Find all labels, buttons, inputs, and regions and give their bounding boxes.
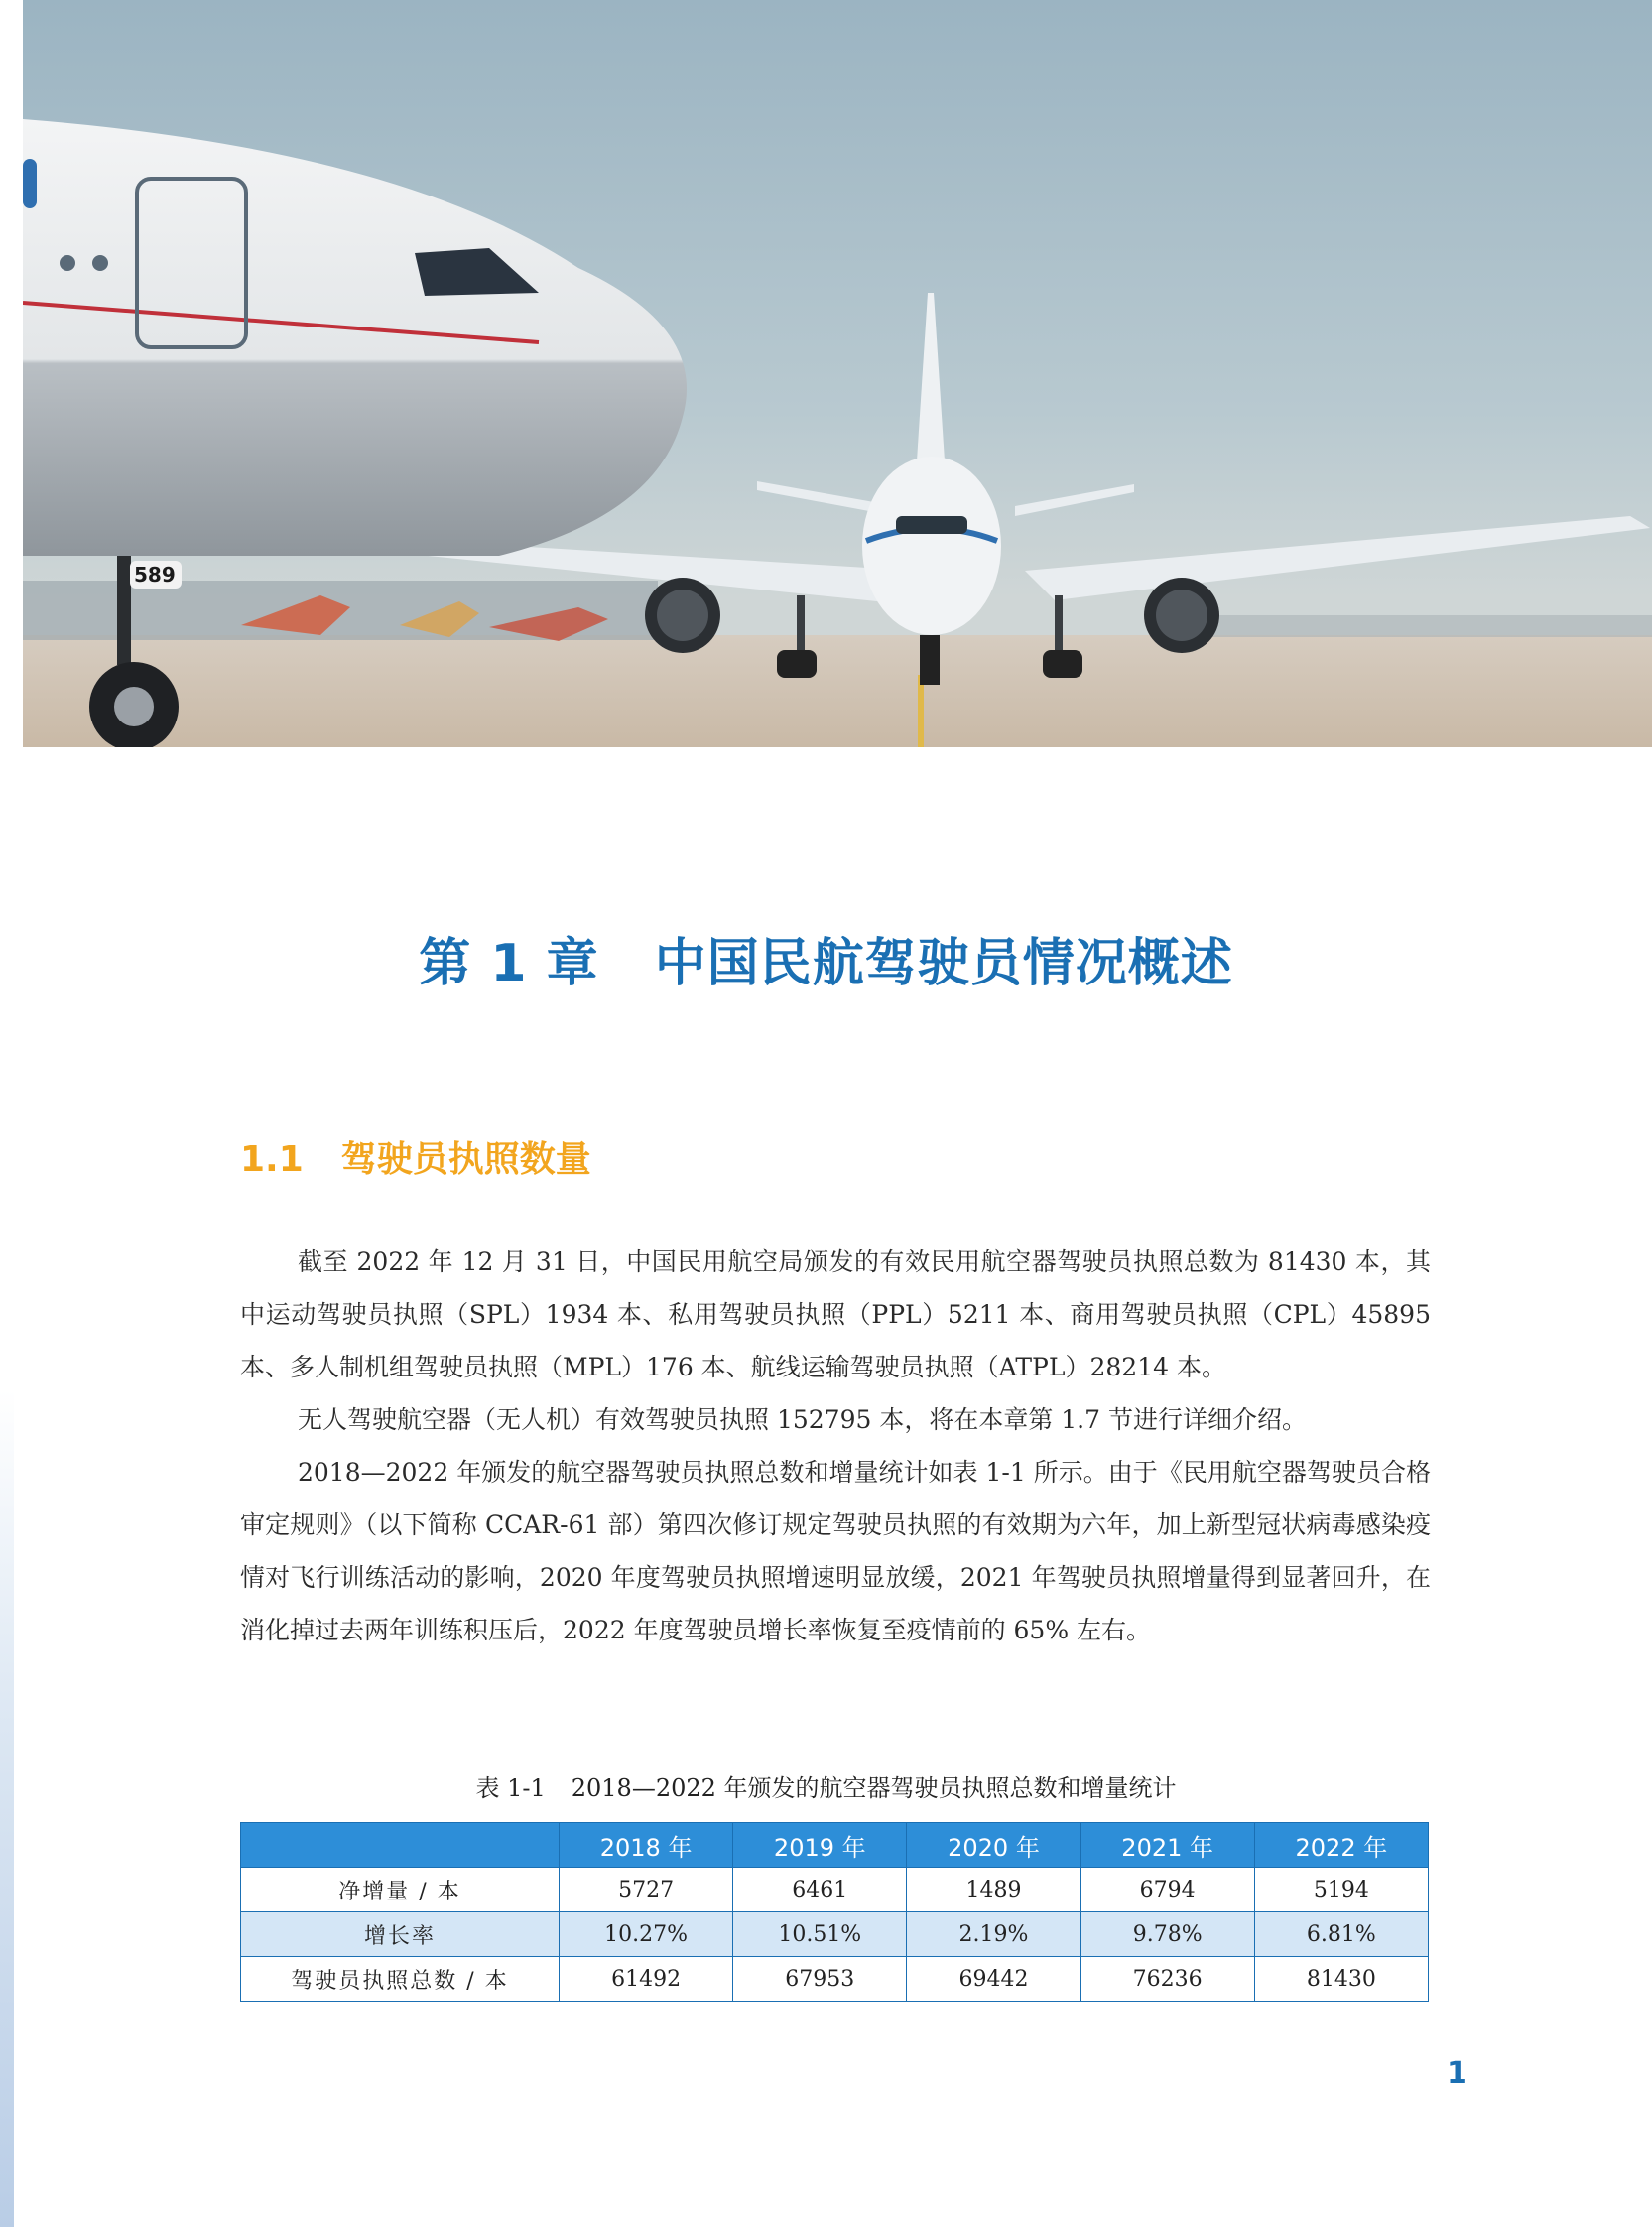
table-header-cell: 2021 年 <box>1080 1823 1254 1868</box>
table-header-cell: 2018 年 <box>560 1823 733 1868</box>
row-label: 净增量 / 本 <box>241 1868 560 1912</box>
table-header-cell: 2022 年 <box>1254 1823 1428 1868</box>
section-heading: 驾驶员执照数量 <box>340 1139 591 1180</box>
paragraph: 截至 2022 年 12 月 31 日，中国民用航空局颁发的有效民用航空器驾驶员执照总数为 81430 本，其中运动驾驶员执照（SPL）1934 本、私用驾驶员执照（PPL）5211 本、商用驾驶员执照（CPL）45895 本、多人制机组驾驶员执照（MPL）176 本、航线运输驾驶员执照（ATPL）28214 本。 <box>240 1247 1431 1381</box>
table-caption-number: 表 1-1 <box>475 1774 546 1802</box>
table-cell: 6.81% <box>1254 1912 1428 1957</box>
table-cell: 69442 <box>907 1957 1080 2002</box>
table-cell: 6794 <box>1080 1868 1254 1912</box>
table-header-cell: 2020 年 <box>907 1823 1080 1868</box>
chapter-number: 第 1 章 <box>419 934 599 993</box>
section-number: 1.1 <box>240 1139 304 1180</box>
table-cell: 2.19% <box>907 1912 1080 1957</box>
paragraph: 无人驾驶航空器（无人机）有效驾驶员执照 152795 本，将在本章第 1.7 节进行详细介绍。 <box>298 1405 1307 1434</box>
row-label: 驾驶员执照总数 / 本 <box>241 1957 560 2002</box>
table-header-row <box>241 1823 1429 1868</box>
paragraph: 2018—2022 年颁发的航空器驾驶员执照总数和增量统计如表 1-1 所示。由于《民用航空器驾驶员合格审定规则》（以下简称 CCAR-61 部）第四次修订规定驾驶员执照的有效期为六年，加上新型冠状病毒感染疫情对飞行训练活动的影响，2020 年度驾驶员执照增速明显放缓，2021 年驾驶员执照增量得到显著回升，在消化掉过去两年训练积压后，2022 年度驾驶员增长率恢复至疫情前的 65% 左右。 <box>240 1458 1431 1644</box>
table-cell: 1489 <box>907 1868 1080 1912</box>
chapter-title <box>0 921 1652 995</box>
body-text <box>240 1236 1431 1656</box>
row-label: 增长率 <box>241 1912 560 1957</box>
table-cell: 61492 <box>560 1957 733 2002</box>
nose-gear-number: 589 <box>134 563 176 587</box>
table-cell: 5194 <box>1254 1868 1428 1912</box>
section-title <box>240 1131 591 1182</box>
hero-photo <box>23 0 1652 747</box>
table-cell: 76236 <box>1080 1957 1254 2002</box>
table-header-cell: 2019 年 <box>733 1823 907 1868</box>
table-cell: 10.51% <box>733 1912 907 1957</box>
table-header-cell <box>241 1823 560 1868</box>
table-row <box>241 1912 1429 1957</box>
table-row <box>241 1868 1429 1912</box>
table-caption <box>0 1768 1652 1803</box>
table-cell: 9.78% <box>1080 1912 1254 1957</box>
table-cell: 6461 <box>733 1868 907 1912</box>
table-caption-title: 2018—2022 年颁发的航空器驾驶员执照总数和增量统计 <box>571 1774 1177 1802</box>
license-stats-table <box>240 1822 1429 2002</box>
table-cell: 81430 <box>1254 1957 1428 2002</box>
page-edge-decoration <box>0 1389 14 2227</box>
table-cell: 67953 <box>733 1957 907 2002</box>
table-cell: 5727 <box>560 1868 733 1912</box>
table-row <box>241 1957 1429 2002</box>
page-number: 1 <box>1447 2056 1467 2091</box>
table-cell: 10.27% <box>560 1912 733 1957</box>
chapter-heading: 中国民航驾驶员情况概述 <box>654 934 1233 993</box>
